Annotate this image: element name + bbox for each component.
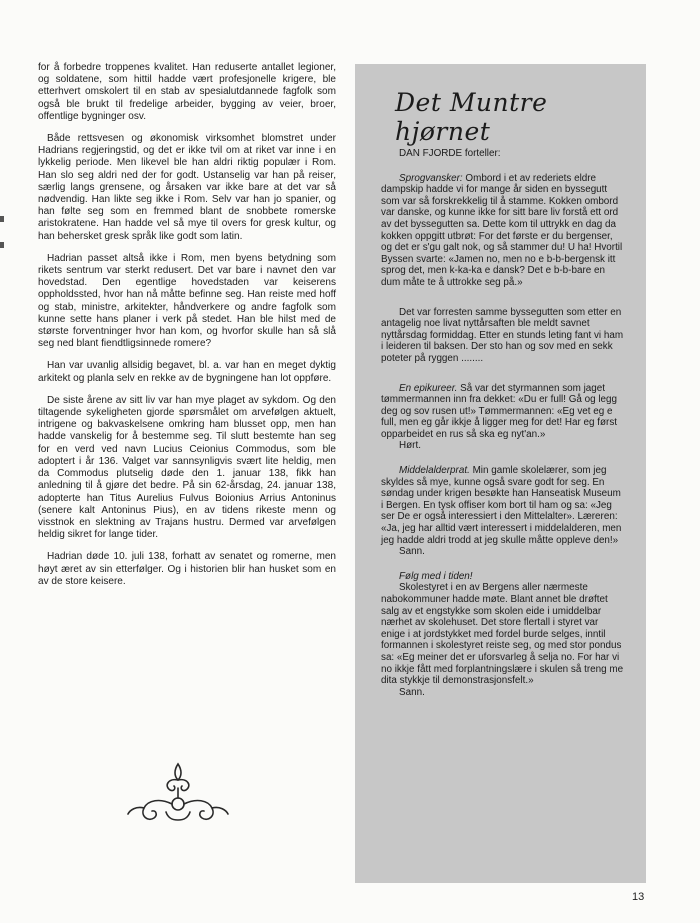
story-paragraph	[381, 173, 624, 289]
story-paragraph: Det var forresten samme byssegutten som etter en antagelig noe livat nyttårsaften ble meldt savnet nyttårsdag formiddag. Etter en stunds leting fant vi ham i leideren til baksen. Der sto han og sov med en sekk poteter på ryggen ........	[381, 306, 624, 364]
story-text: Så var det styrmannen som jaget tømmermannen inn fra dekket: «Du er full! Gå og legg deg og sov rusen ut!» Tømmermannen: «Eg vet eg e full, men eg går ikkje å ligger meg for det! Har eg først opparbeidet en rus så ska eg nyt'an.»	[381, 382, 618, 440]
story-paragraph	[381, 465, 624, 546]
story-title: En epikureer.	[399, 382, 458, 394]
story-paragraph	[381, 383, 624, 441]
story-signature: Sann.	[399, 686, 425, 698]
binding-mark	[0, 242, 4, 248]
article-column	[38, 62, 336, 588]
article-paragraph: Både rettsvesen og økonomisk virksomhet blomstret under Hadrians regjeringstid, og det er ikke tvil om at riket var inne i en lykkelig periode. Men likevel ble han aldri riktig populær i Rom. Han slo seg aldri ned der for godt. Ustanselig var han på reiser, særlig langs grensene, og årsaken var ikke bare at det var så nødvendig. Han likte seg ikke i Rom. Selv var han jo spanier, og han følte seg som en fremmed blant de snobbete romerske aristokratene. Han hadde vel så mye til overs for gresk kultur, og han behersket gresk språk like godt som latin.	[38, 133, 336, 242]
story-title: Middelalderprat.	[399, 465, 470, 477]
story-signature: Hørt.	[399, 440, 421, 452]
article-paragraph: Han var uvanlig allsidig begavet, bl. a. var han en meget dyktig arkitekt og planla selv en rekke av de bygningene han lot oppføre.	[38, 360, 336, 384]
story-text: Min gamle skolelærer, som jeg skyldes så mye, kunne også svare godt for seg. En søndag under krigen besøkte han Hanseatisk Museum i Bergen. En tysk offiser kom bort til ham og sa: «Jeg ser De er også interessiert i den Mittelalter». Læreren: «Ja, jeg har alltid vært interessert i middelalderen, men jeg hadde aldri trodd at jeg skulle måtte oppleve den!»	[381, 465, 622, 546]
binding-mark	[0, 216, 4, 222]
humor-corner-box	[355, 64, 646, 883]
box-intro: DAN FJORDE forteller:	[399, 148, 501, 159]
story-paragraph: Skolestyret i en av Bergens aller nærmeste nabokommuner hadde møte. Blant annet ble drøftet salg av et engstykke som skolen eide i umiddelbar nærhet av skolehuset. Det store flertall i styret var enige i at jordstykket med fordel burde selges, inntil formannen i skolestyret reiste seg, og med stor pondus sa: «Eg meiner det er uforsvarleg å selja no. For har vi no ikkje fått med forplantningslære i skulen så treng me dita stykkje til demonstrasjonsfelt.»	[381, 582, 624, 687]
page-number: 13	[632, 891, 645, 903]
article-paragraph: Hadrian passet altså ikke i Rom, men byens betydning som rikets sentrum var sterkt redusert. Det var bare i navnet den var hovedstad. Den egentlige hovedstaden var keiserens oppholdssted, hvor han nå måtte befinne seg. Han reiste med hoff og stab, ministre, arkitekter, håndverkere og andre fagfolk som kunne sette hans planer i verk på stedet. Han ble hilst med de største forventninger hvor han kom, og hvorfor skulle han så slå seg ned blant fiendtligsinnede romere?	[38, 252, 336, 350]
article-paragraph: De siste årene av sitt liv var han mye plaget av sykdom. Og den tiltagende sykeligheten gjorde spørsmålet om arvefølgen aktuelt, intrigene og bakvaskelsene omkring ham blusset opp, men han hadde vanskelig for å bestemme seg. Til slutt bestemte han seg for en verd ved navn Lucius Ceionius Commodus, som ble adoptert i år 136. Valget var sannsynligvis svært lite heldig, men da Commodus plutselig døde den 1. januar 138, fikk han anledning til å gjøre det bedre. På sin 62-årsdag, 24. januar 138, adopterte han Titus Aurelius Fulvus Boionius Arrius Antoninus (senere kalt Antoninus Pius), en av tidens rikeste menn og visstnok en slektning av Trajans hustru. Dermed var arvefølgen heldig sikret for lange tider.	[38, 394, 336, 541]
box-body	[381, 148, 624, 698]
box-title: Det Muntre hjørnet	[395, 88, 548, 146]
story-title: Følg med i tiden!	[399, 570, 473, 582]
story-signature: Sann.	[399, 546, 425, 558]
story-title: Sprogvansker:	[399, 172, 463, 184]
ornament-icon	[126, 758, 230, 828]
story-text: Ombord i et av rederiets eldre dampskip hadde vi for mange år siden en byssegutt som var så forskrekkelig til å stamme. Kokken ombord var danske, og kunne ikke for sitt bare liv forstå ett ord av det byssegutten sa. Dette kom til uttrykk en dag da kokken oppgitt utbrøt: For det første er du bergenser, og det er s'gu galt nok, og så stammer du! U ha! Hvortil Byssen svarte: «Jamen no, men no e b-b-bergensk itt sprog det, men k-ka-ka e dansk? Det e b-b-bare en dum måte te å uttrokke seg på.»	[381, 172, 623, 288]
article-paragraph: Hadrian døde 10. juli 138, forhatt av senatet og romerne, men høyt æret av sin etterfølger. Og i historien blir han husket som en av de store keisere.	[38, 551, 336, 587]
article-paragraph: for å forbedre troppenes kvalitet. Han reduserte antallet legioner, og soldatene, som hittil hadde vært profesjonelle krigere, ble etterhvert omskolert til en stab av spesialutdannede fagfolk som også ble brukt til fredelige arbeider, bygging av veier, broer, offentlige bygninger osv.	[38, 62, 336, 122]
